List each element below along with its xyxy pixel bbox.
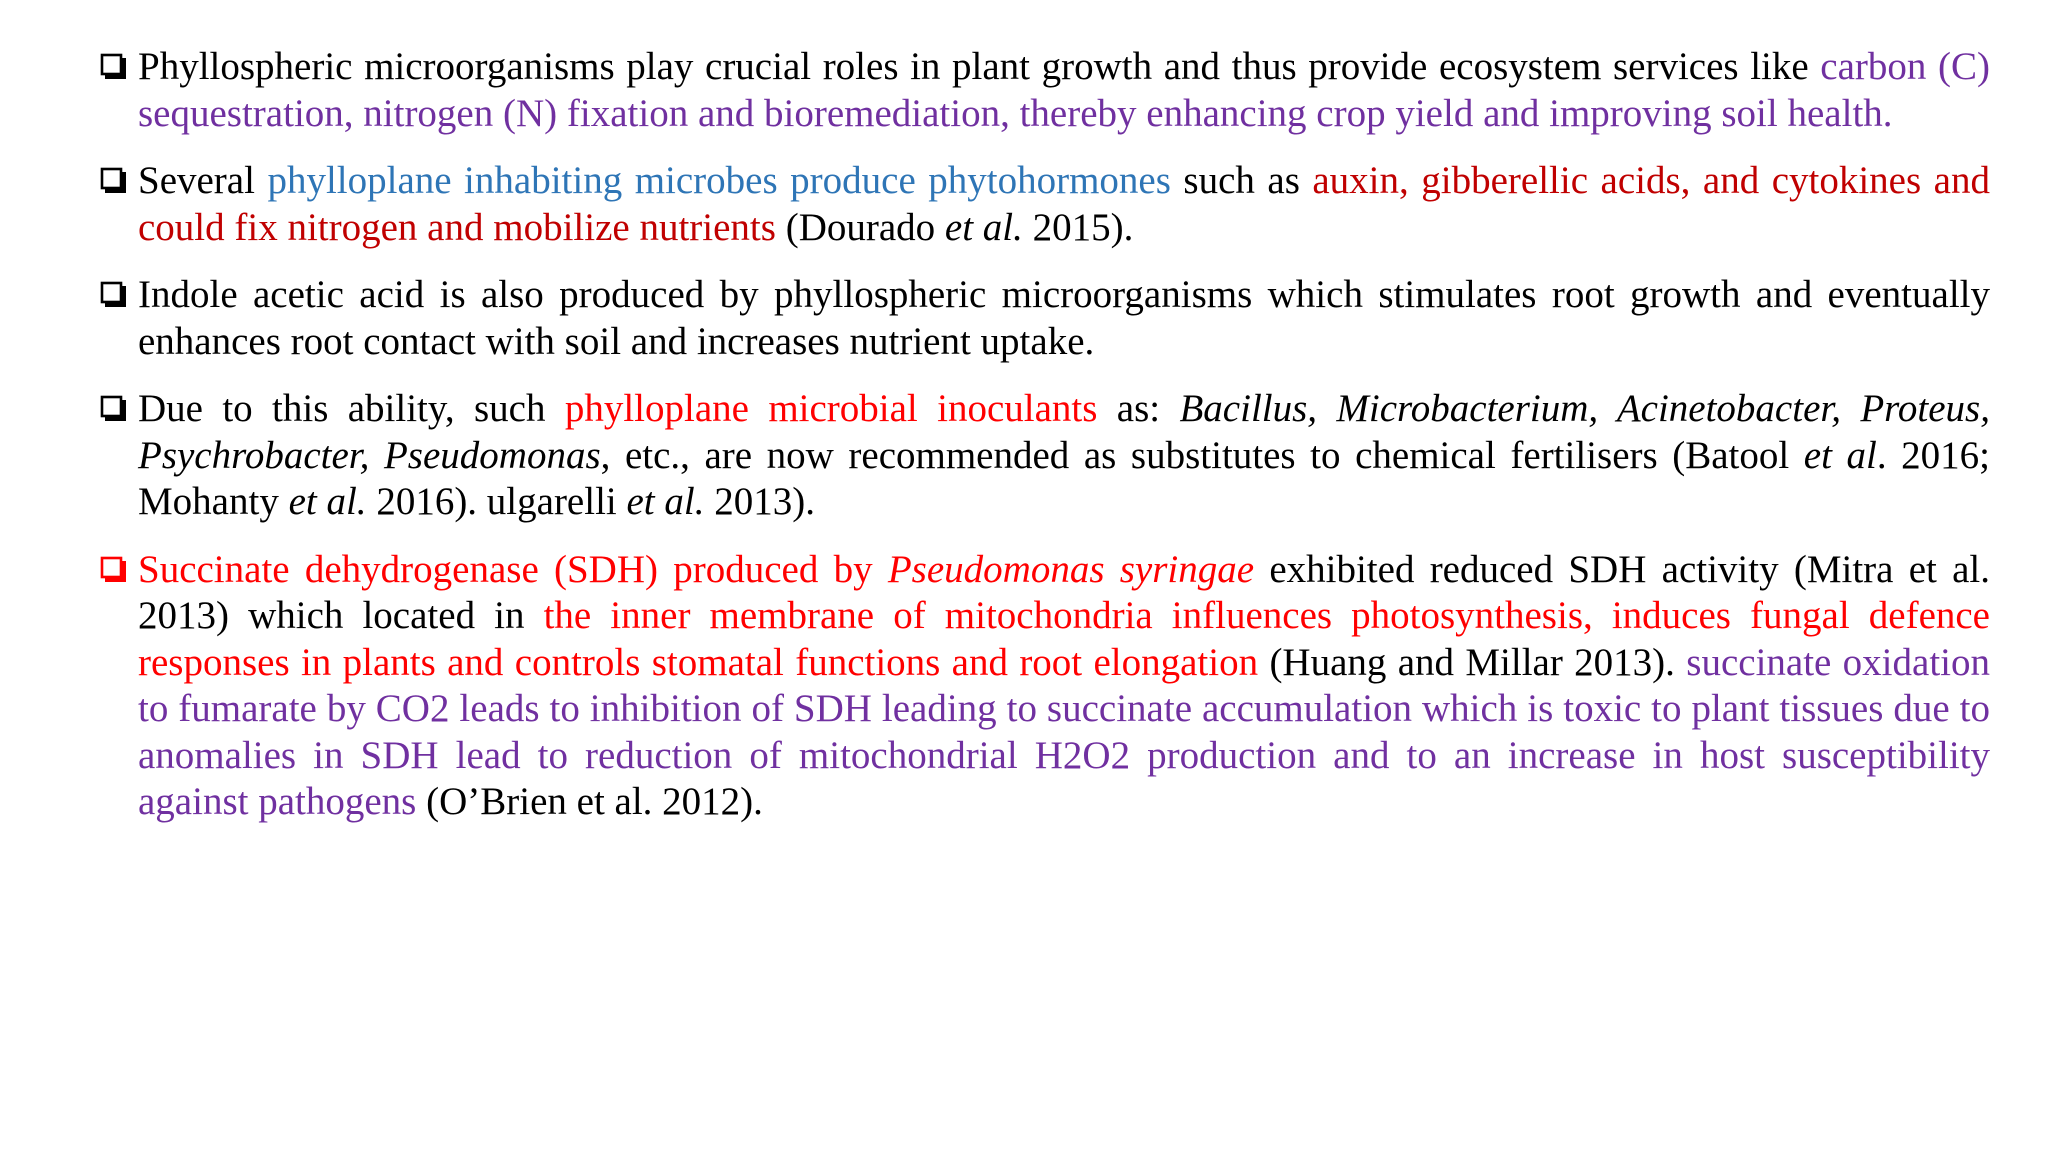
checkbox-outline-icon xyxy=(100,53,127,80)
checkbox-outline-icon xyxy=(100,395,127,422)
checkbox-outline-icon xyxy=(100,167,127,194)
text-run: et al xyxy=(1803,433,1877,477)
bullet-item-2 xyxy=(100,158,1990,251)
text-run: exhibited reduced SDH activity (Mitra et al. 2013) which located in xyxy=(138,547,1991,637)
text-run: such as xyxy=(1170,159,1313,202)
bullet-item-5 xyxy=(100,547,1990,826)
text-run: , etc., are now recommended as substitutes to chemical fertilisers (Batool xyxy=(600,433,1804,477)
text-run: et al. xyxy=(944,205,1023,249)
text-run: Indole acetic acid is also produced by phyllospheric microorganisms which stimulates root growth and eventually enhances root contact with soil and increases nutrient uptake. xyxy=(138,273,1990,363)
text-run: as: xyxy=(1097,387,1180,430)
text-run: et al. xyxy=(626,480,705,523)
text-run: . 2016; Mohanty xyxy=(138,433,1991,523)
bullet-item-4 xyxy=(100,386,1990,526)
text-run: Due to this ability, such xyxy=(138,387,565,430)
text-run: 2015). xyxy=(1022,205,1134,249)
text-run: succinate oxidation to fumarate by CO2 leads to inhibition of SDH leading to succinate accumulation which is toxic to plant tissues due to anomalies in SDH lead to reduction of mitochondrial H2O2 production and to an increase in host susceptibility against pathogens xyxy=(138,640,1991,823)
text-run: et al. xyxy=(288,480,367,523)
bullet-item-3 xyxy=(100,272,1990,365)
text-run: carbon (C) sequestration, nitrogen (N) fixation and bioremediation, thereby enhancing crop yield and improving soil health. xyxy=(138,45,1990,135)
text-run: auxin, gibberellic acids, and cytokines and could fix nitrogen and mobilize nutrients xyxy=(138,159,1990,249)
text-run: Pseudomonas syringae xyxy=(887,547,1255,591)
text-run: phylloplane inhabiting microbes produce phytohormones xyxy=(267,159,1171,202)
text-run: Bacillus, Microbacterium, Acinetobacter, Proteus, Psychrobacter, Pseudomonas xyxy=(138,387,1990,477)
text-run: 2013). xyxy=(704,480,815,523)
text-run: Succinate dehydrogenase (SDH) produced by xyxy=(138,547,888,591)
text-run: 2016). ulgarelli xyxy=(366,480,627,523)
text-run: the inner membrane of mitochondria influences photosynthesis, induces fungal defence responses in plants and controls stomatal functions and root elongation xyxy=(138,594,1990,684)
bullet-item-1 xyxy=(100,44,1990,137)
text-run: (O’Brien et al. 2012). xyxy=(416,780,763,823)
checkbox-outline-icon xyxy=(100,556,127,583)
text-run: (Dourado xyxy=(775,205,945,249)
checkbox-outline-icon xyxy=(100,281,127,308)
text-run: (Huang and Millar 2013). xyxy=(1258,640,1687,684)
text-run: Phyllospheric microorganisms play crucial roles in plant growth and thus provide ecosystem services like xyxy=(138,45,1821,88)
text-run: phylloplane microbial inoculants xyxy=(564,387,1098,430)
text-run: Several xyxy=(138,159,268,202)
slide-body xyxy=(100,44,1990,847)
